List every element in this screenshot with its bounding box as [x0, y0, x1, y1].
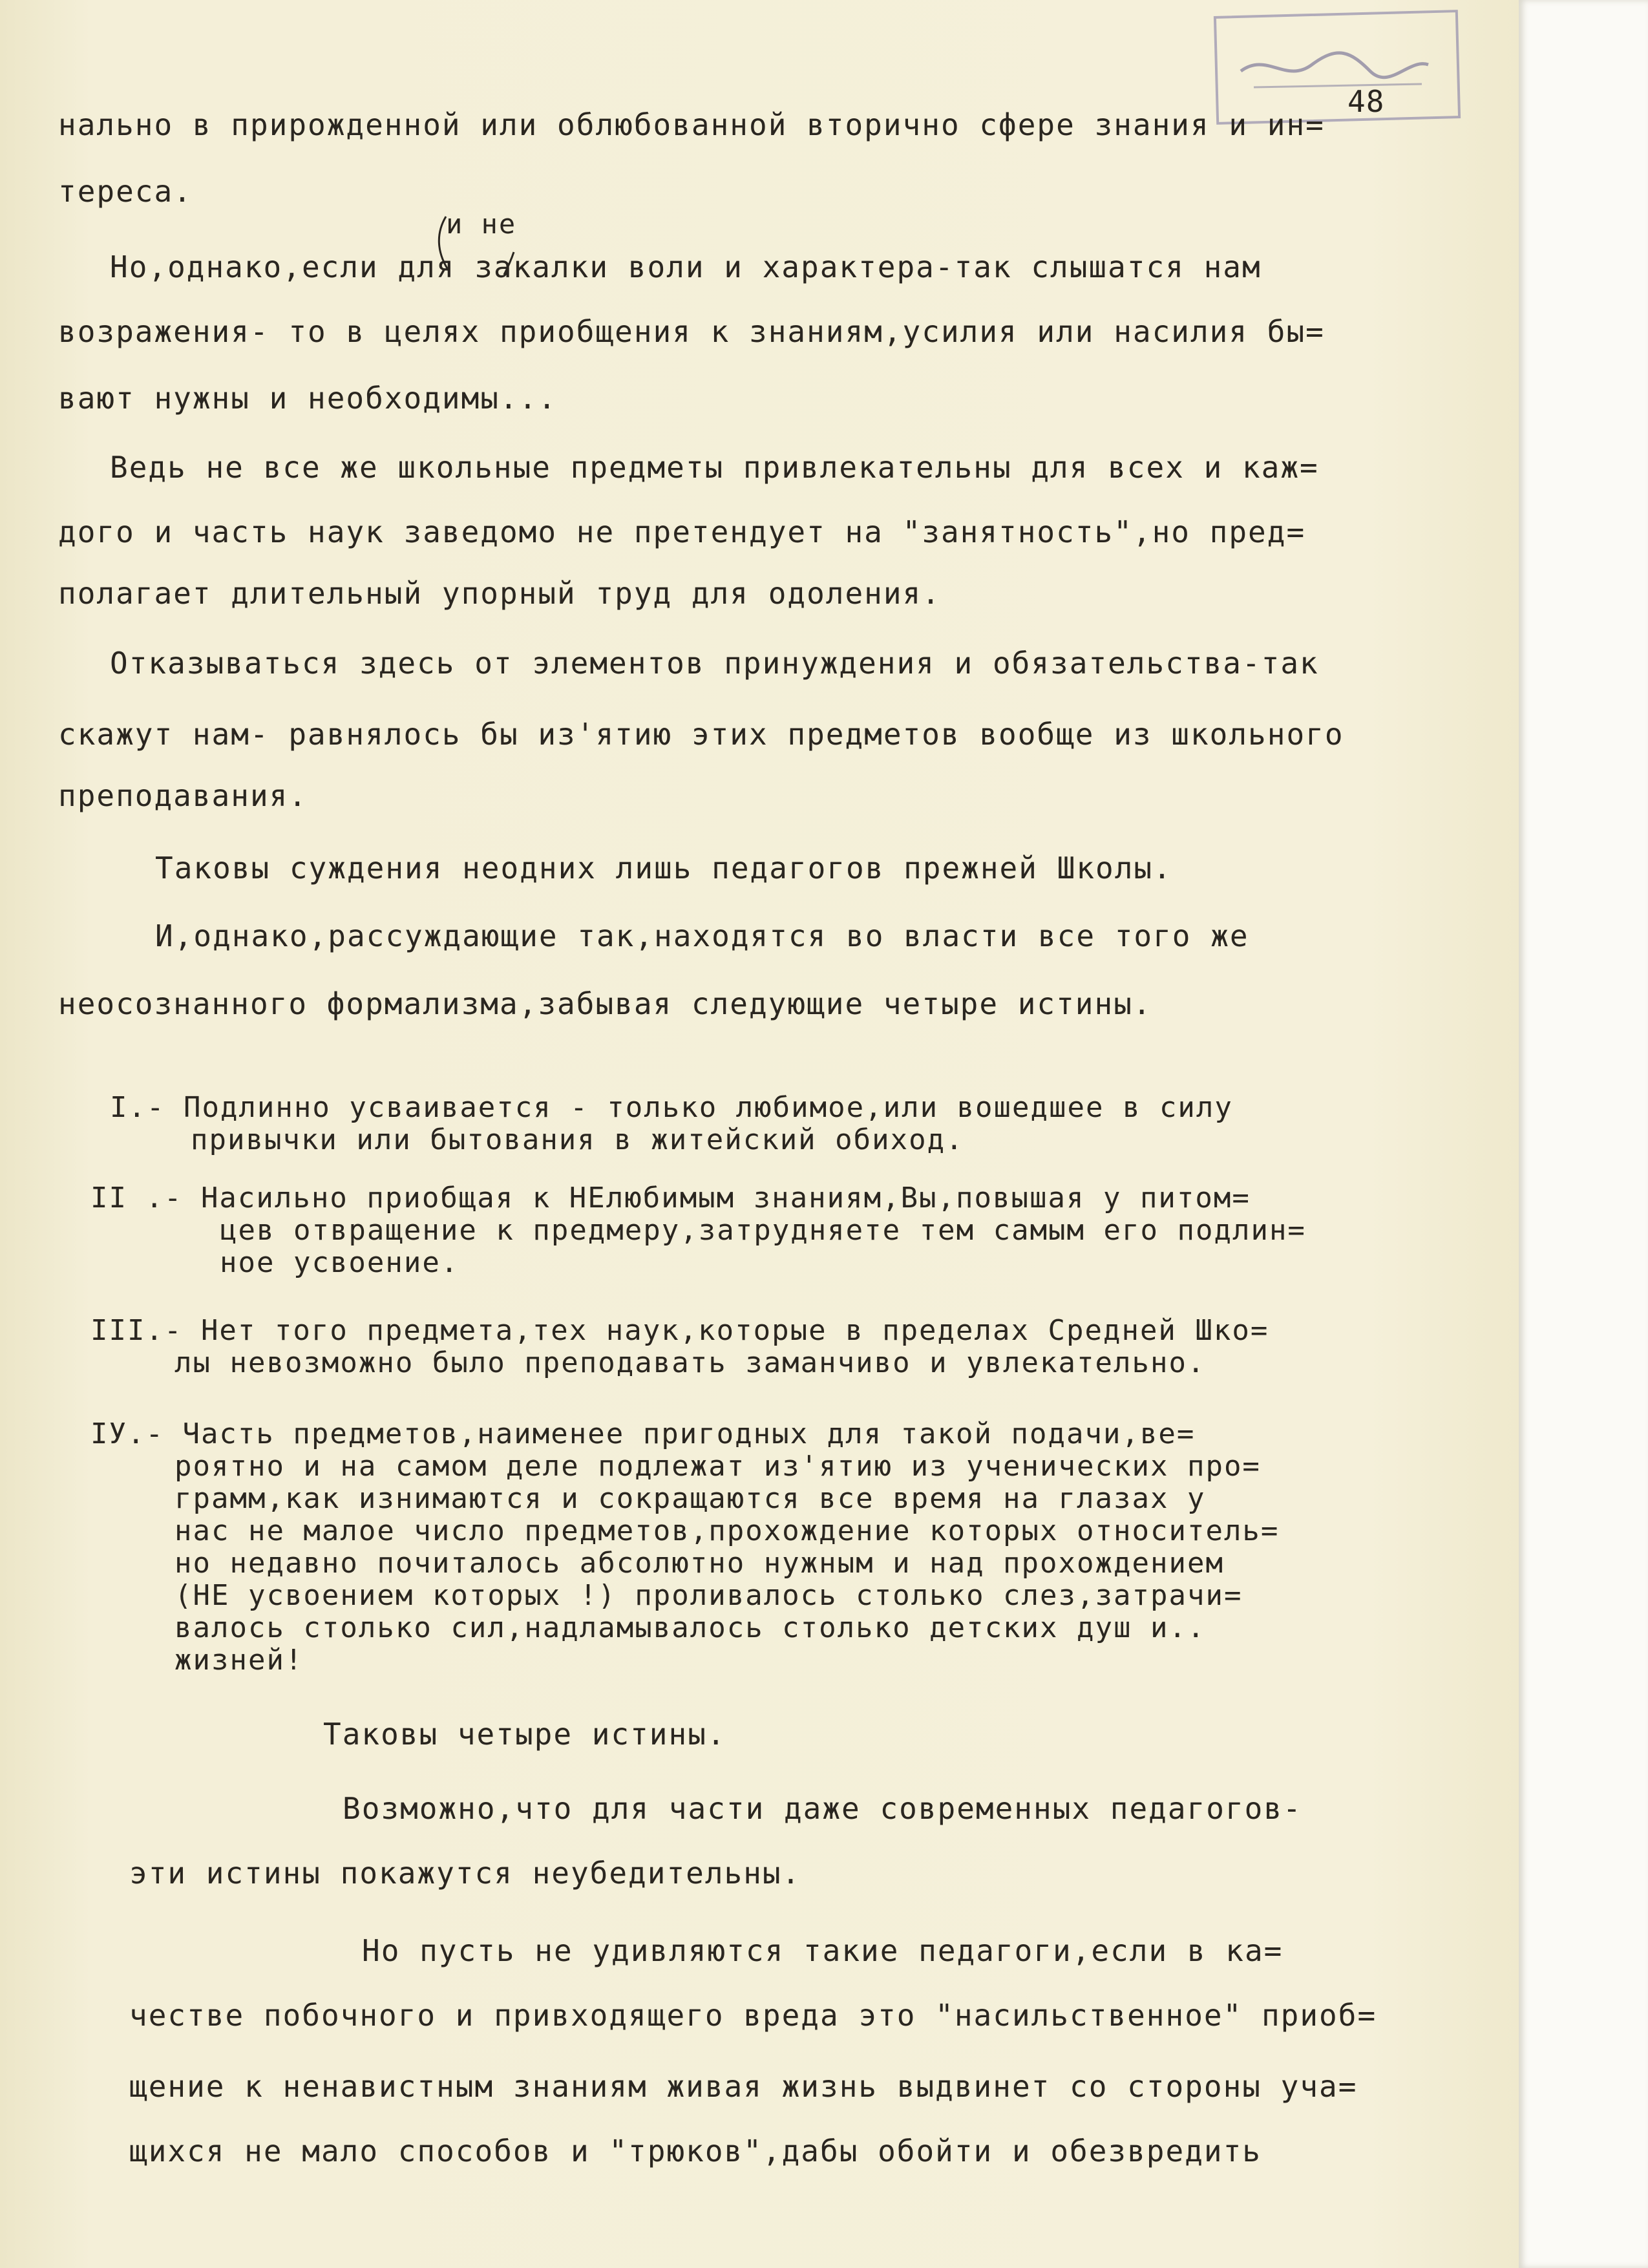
text-line: Ведь не все же школьные предметы привлекательны для всех и каж= [110, 450, 1319, 485]
truth-3-line: III.- Нет того предмета,тех наук,которые в пределах Средней Шко= [90, 1314, 1269, 1347]
truth-4-line: грамм,как изнимаются и сокращаются все время на глазах у [174, 1482, 1206, 1515]
text-line: Таковы четыре истины. [323, 1717, 726, 1752]
text-line: Но пусть не удивляются такие педагоги,если в ка= [362, 1933, 1284, 1968]
insertion-text: и не [446, 208, 517, 240]
truth-1-line: I.- Подлинно усваивается - только любимое,или вошедшее в силу [110, 1091, 1233, 1124]
text-line: тереса. [58, 174, 193, 209]
text-line: Таковы суждения неодних лишь педагогов прежней Школы. [155, 851, 1172, 885]
truth-4-line: жизней! [174, 1644, 304, 1677]
text-line: щихся не мало способов и "трюков",дабы обойти и обезвредить [129, 2134, 1262, 2168]
truth-4-line: нас не малое число предметов,прохождение которых относитель= [174, 1514, 1280, 1547]
truth-4-line: (НЕ усвоением которых !) проливалось столько слез,затрачи= [174, 1579, 1243, 1612]
text-line: Но,однако,если для закалки воли и характера-так слышатся нам [110, 249, 1262, 284]
text-line: эти истины покажутся неубедительны. [129, 1856, 801, 1891]
text-line: честве побочного и привходящего вреда это "насильственное" приоб= [129, 1998, 1377, 2033]
text-line: неосознанного формализма,забывая следующие четыре истины. [58, 986, 1152, 1021]
truth-4-line: валось столько сил,надламывалось столько детских душ и.. [174, 1611, 1206, 1644]
truth-4-line: но недавно почиталось абсолютно нужным и над прохождением [174, 1547, 1224, 1580]
truth-2-line: ное усвоение. [220, 1246, 460, 1279]
truth-4-line: роятно и на самом деле подлежат из'ятию из ученических про= [174, 1450, 1261, 1483]
text-line: возражения- то в целях приобщения к знаниям,усилия или насилия бы= [58, 314, 1325, 349]
truth-1-line: привычки или бытования в житейский обиход. [191, 1123, 964, 1156]
page-number: 48 [1347, 84, 1385, 119]
truth-2-line: цев отвращение к предмеру,затрудняете тем самым его подлин= [220, 1214, 1306, 1247]
stamp-signature [1228, 26, 1441, 103]
text-line: Возможно,что для части даже современных педагогов- [343, 1791, 1302, 1826]
truth-3-line: лы невозможно было преподавать заманчиво и увлекательно. [174, 1346, 1206, 1379]
text-line: Отказываться здесь от элементов принуждения и обязательства-так [110, 646, 1319, 681]
text-line: полагает длительный упорный труд для одоления. [58, 576, 941, 611]
page-edge-margin [1519, 0, 1648, 2268]
text-line: нально в прирожденной или облюбованной вторично сфере знания и ин= [58, 107, 1325, 142]
text-line: дого и часть наук заведомо не претендует на "занятность",но пред= [58, 514, 1306, 549]
text-line: скажут нам- равнялось бы из'ятию этих предметов вообще из школьного [58, 717, 1344, 752]
text-line: вают нужны и необходимы... [58, 381, 558, 416]
truth-2-line: II .- Насильно приобщая к НЕлюбимым знаниям,Вы,повышая у питом= [90, 1182, 1251, 1214]
text-line: И,однако,рассуждающие так,находятся во власти все того же [155, 918, 1249, 953]
text-line: щение к ненавистным знаниям живая жизнь выдвинет со стороны уча= [129, 2069, 1358, 2104]
text-line: преподавания. [58, 778, 308, 813]
truth-4-line: IУ.- Часть предметов,наименее пригодных для такой подачи,ве= [90, 1417, 1196, 1450]
